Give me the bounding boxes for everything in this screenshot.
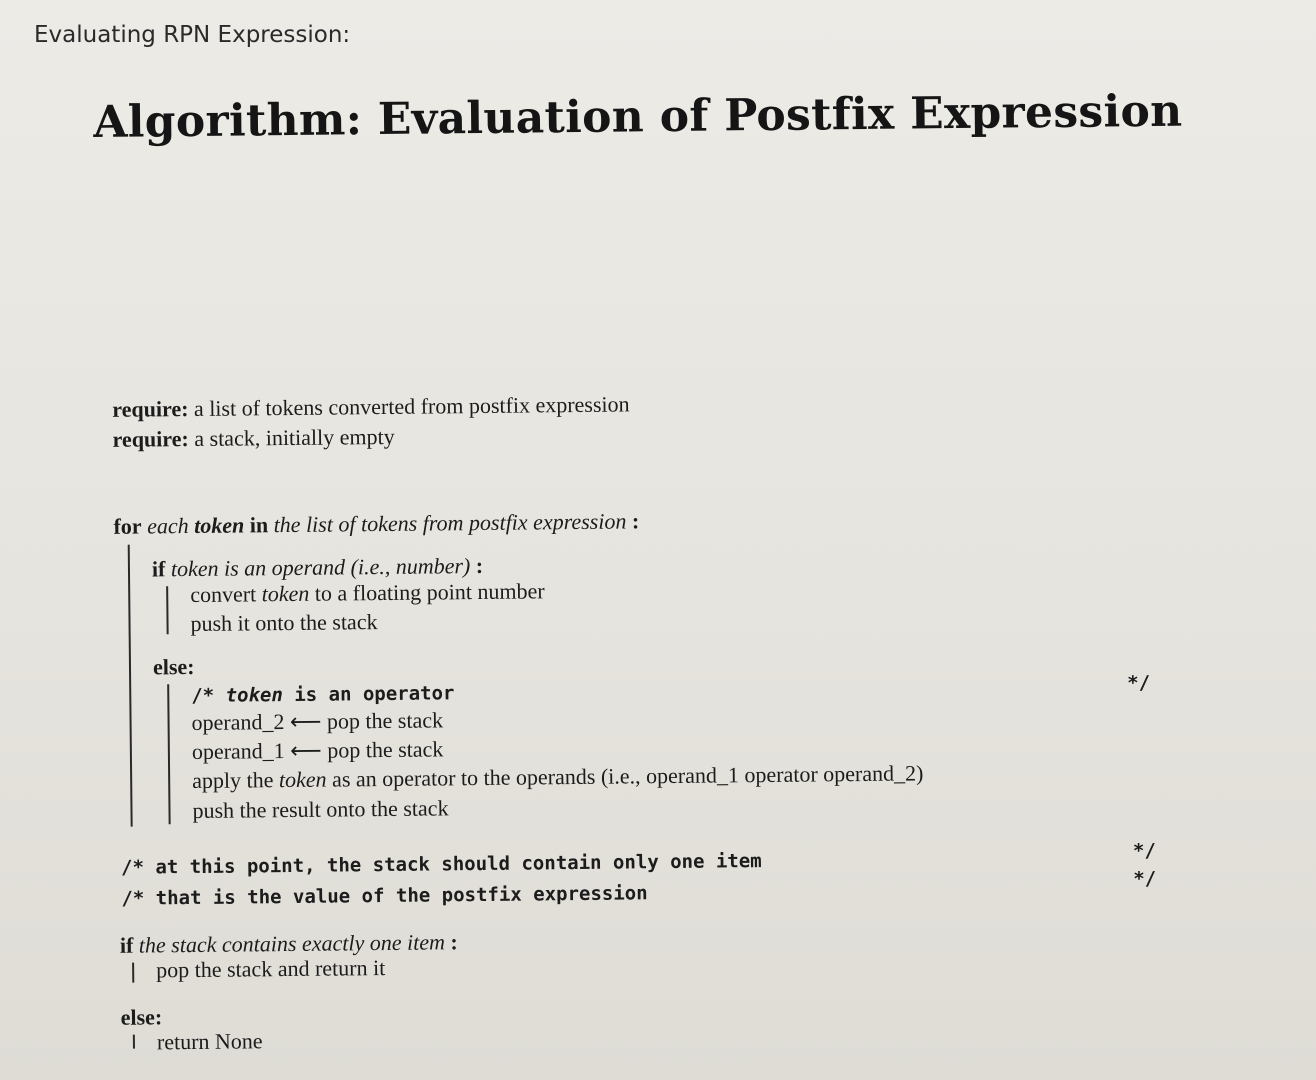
header-note: Evaluating RPN Expression: [34, 22, 351, 48]
else-operator-bar [167, 684, 170, 824]
comment-line-2-close: */ [1133, 867, 1157, 891]
for-loop-bar [128, 545, 133, 827]
final-else-body: return None [156, 1028, 263, 1055]
comment-line-1-close: */ [1132, 839, 1156, 863]
final-else-line: else: [120, 1004, 163, 1030]
comment-line-2: /* that is the value of the postfix expression [121, 882, 648, 910]
for-each-line: for each token in the list of tokens from postfix expression : [113, 508, 640, 539]
pop-operand-2-line: operand_2 ⟵ pop the stack [191, 707, 444, 736]
final-if-line: if the stack contains exactly one item : [119, 929, 458, 958]
require-line-2: require: a stack, initially empty [112, 423, 395, 452]
operator-comment-close: */ [1127, 671, 1151, 695]
final-else-bar [133, 1035, 135, 1049]
require-line-1: require: a list of tokens converted from postfix expression [112, 391, 630, 422]
if-operand-line: if token is an operand (i.e., number) : [151, 552, 484, 582]
convert-token-line: convert token to a floating point number [190, 578, 545, 608]
apply-operator-line: apply the token as an operator to the operands (i.e., operand_1 operator operand_2) [192, 760, 924, 794]
final-if-bar [132, 963, 134, 983]
comment-line-1: /* at this point, the stack should contain only one item [120, 850, 762, 879]
final-if-body: pop the stack and return it [156, 955, 386, 983]
if-operand-bar [166, 586, 169, 634]
pop-operand-1-line: operand_1 ⟵ pop the stack [191, 736, 444, 765]
push-result-line: push the result onto the stack [192, 795, 449, 824]
operator-comment-line: /* token is an operator [191, 682, 455, 708]
push-token-line: push it onto the stack [190, 609, 378, 637]
else-operator-line: else: [152, 654, 195, 680]
algorithm-title: Algorithm: Evaluation of Postfix Expression [93, 85, 1183, 149]
